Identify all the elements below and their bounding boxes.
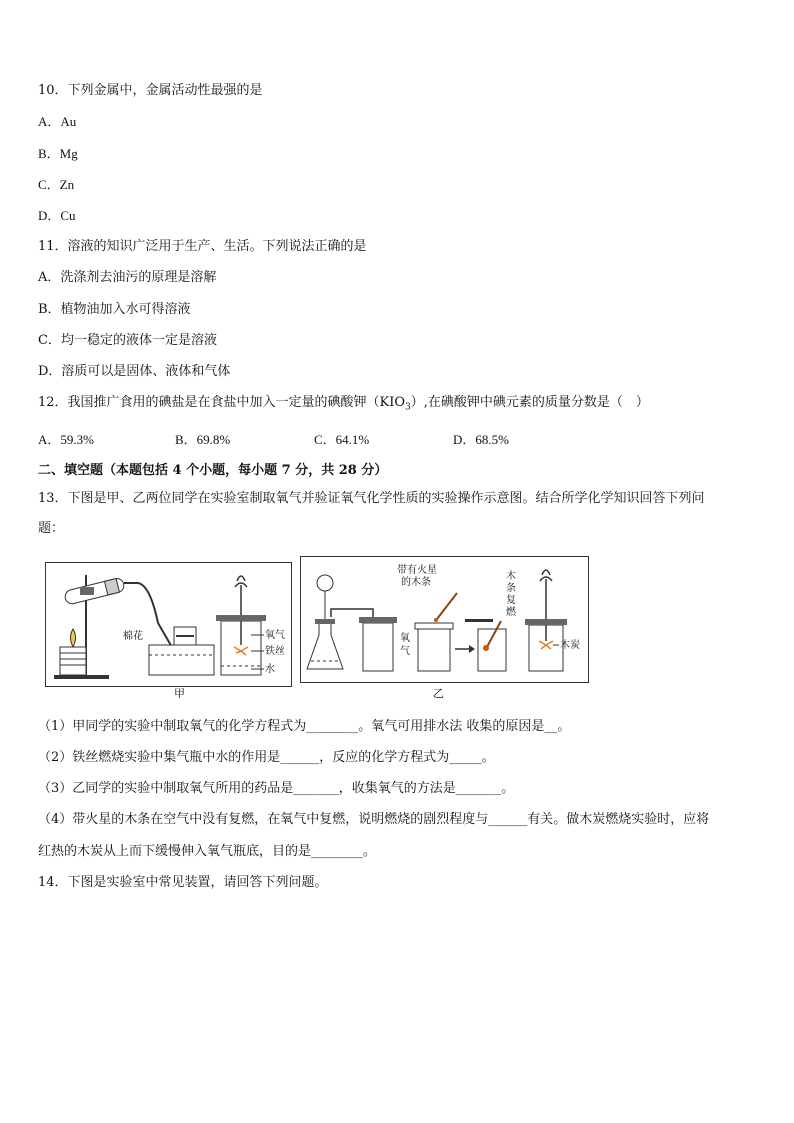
q10-option-c: C．Zn	[38, 177, 75, 192]
q10-stem: 10．下列金属中，金属活动性最强的是	[38, 83, 263, 98]
q13-sub-3: （3）乙同学的实验中制取氧气所用的药品是_______，收集氧气的方法是_______。	[38, 781, 515, 796]
figure-jia-drawing	[46, 563, 291, 686]
q12-option-c: C．64.1%	[314, 432, 370, 447]
label-relight-4: 燃	[506, 607, 516, 618]
section-2-title: 二、填空题（本题包括 4 个小题，每小题 7 分，共 28 分）	[38, 463, 388, 478]
label-water: 水	[265, 664, 275, 675]
q13-stem-line-1: 13．下图是甲、乙两位同学在实验室制取氧气并验证氧气化学性质的实验操作示意图。结合所学化学知识回答下列问	[38, 491, 705, 506]
q12-stem-before: 12．我国推广食用的碘盐是在食盐中加入一定量的碘酸钾（KIO	[38, 395, 406, 410]
q11-option-c: C．均一稳定的液体一定是溶液	[38, 333, 217, 348]
figure-jia	[45, 562, 292, 687]
q13-sub-1: （1）甲同学的实验中制取氧气的化学方程式为________。氧气可用排水法 收集的原因是__。	[38, 719, 571, 734]
label-oxygen-yi-1: 氧	[400, 633, 410, 644]
q12-stem-after: ）,在碘酸钾中碘元素的质量分数是（ ）	[410, 395, 649, 410]
label-splint-line-2: 的木条	[401, 577, 431, 588]
q12-stem-subscript: 3	[405, 402, 411, 413]
q10-option-d: D．Cu	[38, 208, 76, 223]
label-charcoal: 木炭	[560, 640, 580, 651]
q13-sub-2: （2）铁丝燃烧实验中集气瓶中水的作用是______，反应的化学方程式为_____。	[38, 750, 495, 765]
figure-yi-caption: 乙	[433, 687, 444, 700]
q10-option-b: B．Mg	[38, 146, 78, 161]
q14-stem: 14．下图是实验室中常见装置，请回答下列问题。	[38, 875, 328, 890]
figure-jia-caption: 甲	[174, 687, 185, 700]
q11-option-b: B．植物油加入水可得溶液	[38, 302, 191, 317]
q13-sub-4-line-2: 红热的木炭从上而下缓慢伸入氧气瓶底，目的是________。	[38, 844, 377, 859]
q12-option-a: A．59.3%	[38, 432, 94, 447]
label-splint-line-1: 带有火星	[397, 565, 437, 576]
q12-options-row	[38, 431, 758, 449]
q13-stem-line-2: 题：	[38, 521, 65, 536]
q10-option-a: A．Au	[38, 114, 77, 129]
q11-option-d: D．溶质可以是固体、液体和气体	[38, 364, 231, 379]
q12-option-d: D．68.5%	[453, 432, 509, 447]
q12-stem	[38, 394, 649, 417]
label-relight-3: 复	[506, 595, 516, 606]
label-relight-1: 木	[506, 571, 516, 582]
label-relight-2: 条	[506, 583, 516, 594]
q12-option-b: B．69.8%	[175, 432, 231, 447]
figure-yi-drawing	[301, 557, 588, 682]
q11-option-a: A．洗涤剂去油污的原理是溶解	[38, 270, 217, 285]
figure-yi	[300, 556, 589, 683]
q11-stem: 11．溶液的知识广泛用于生产、生活。下列说法正确的是	[38, 239, 367, 254]
label-cotton: 棉花	[123, 631, 143, 642]
label-oxygen-jia: 氧气	[265, 630, 285, 641]
q13-sub-4-line-1: （4）带火星的木条在空气中没有复燃，在氧气中复燃，说明燃烧的剧烈程度与______有关。做木炭燃烧实验时，应将	[38, 812, 710, 827]
label-oxygen-yi-2: 气	[400, 646, 410, 657]
label-iron-wire: 铁丝	[265, 646, 285, 657]
